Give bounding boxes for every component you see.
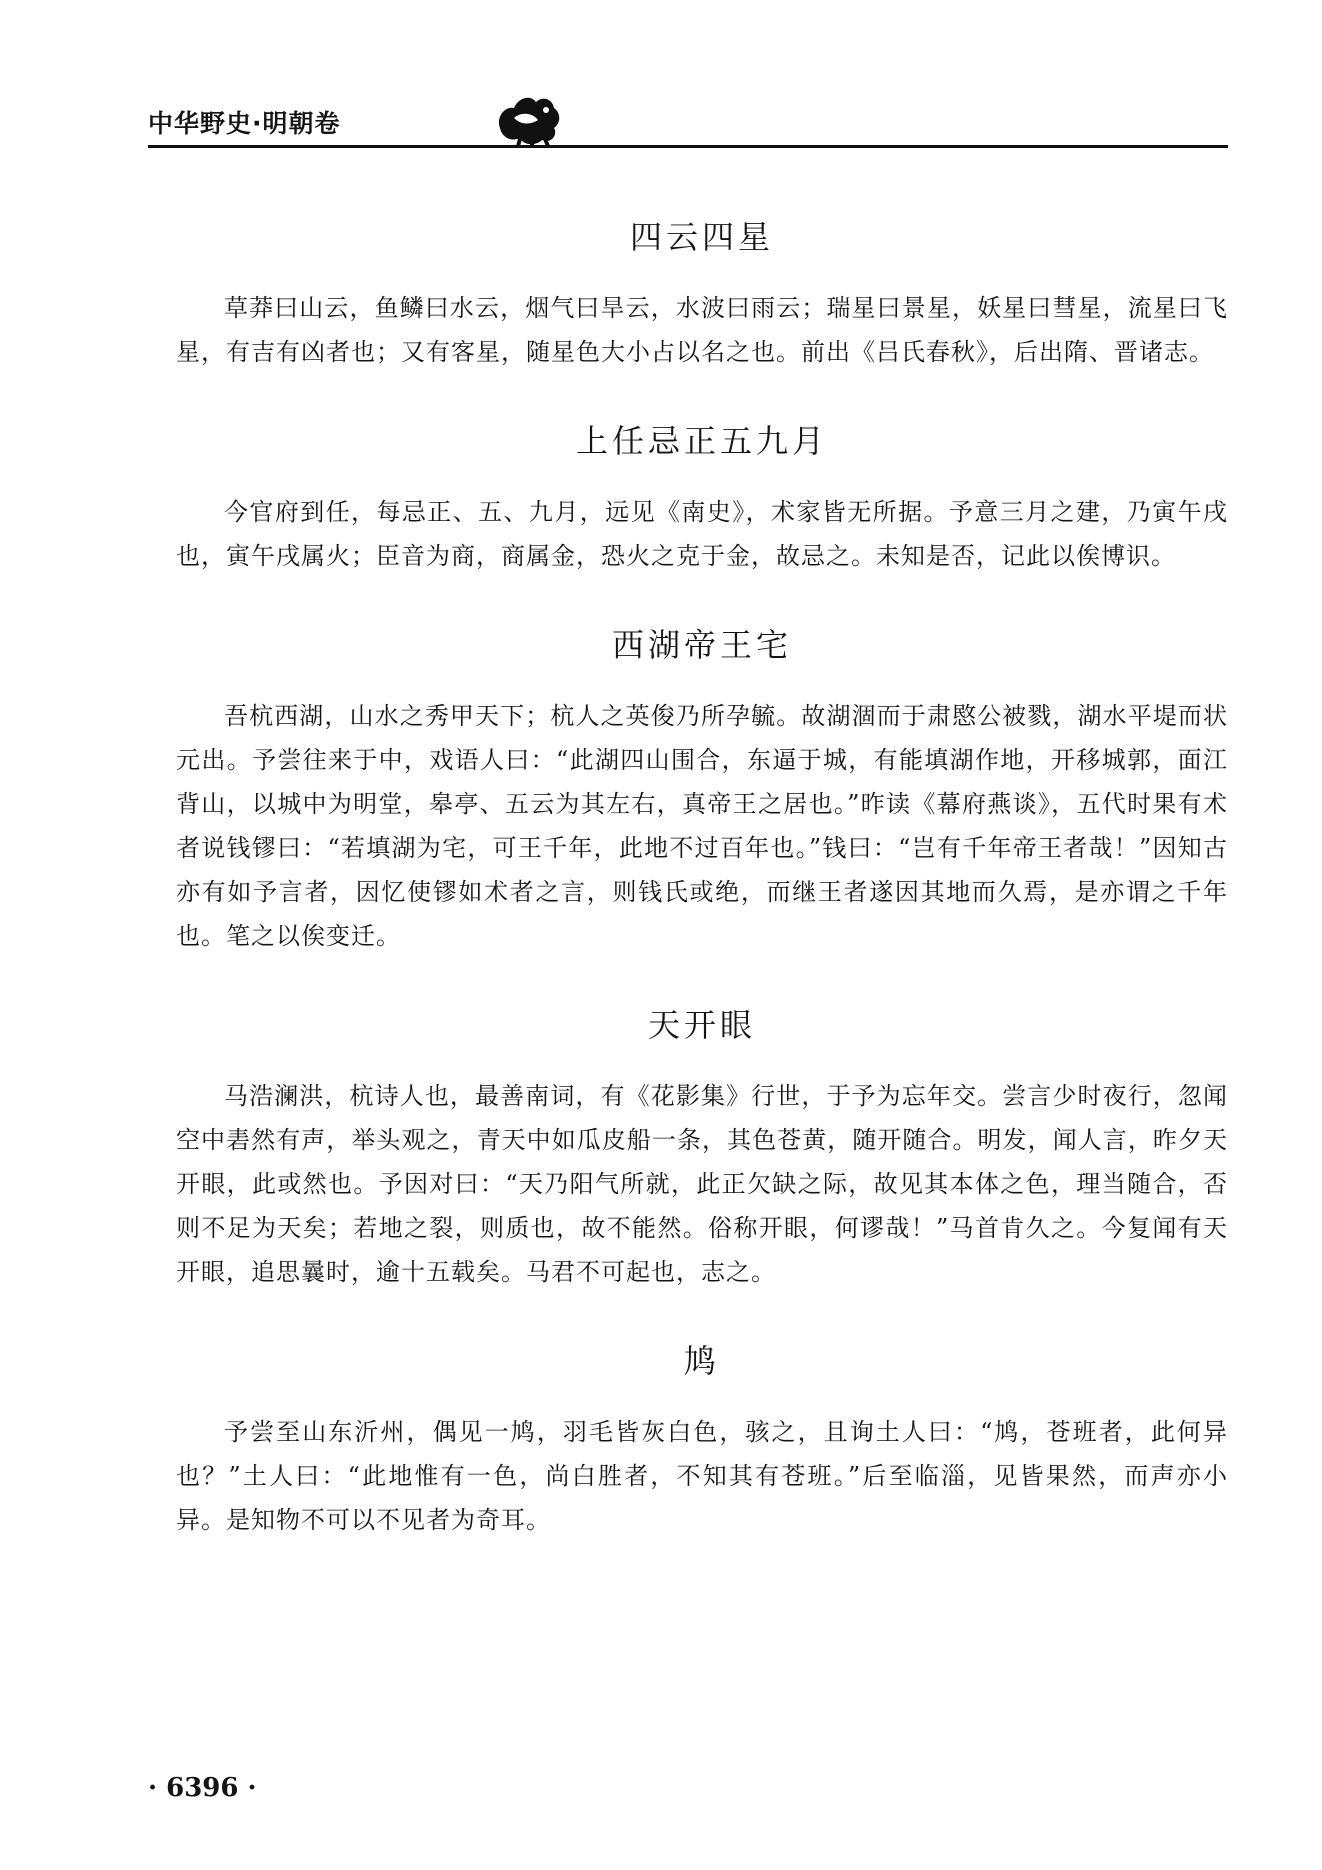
section-xihu-diwang-zhai: [176, 620, 1228, 958]
section-paragraph: 今官府到任，每忌正、五、九月，远见《南史》，术家皆无所据。予意三月之建，乃寅午戌也，寅午戌属火；臣音为商，商属金，恐火之克于金，故忌之。未知是否，记此以俟博识。: [176, 498, 1228, 570]
section-paragraph: 予尝至山东沂州，偶见一鸠，羽毛皆灰白色，骇之，且询土人曰：“鸠，苍班者，此何异也？”土人曰：“此地惟有一色，尚白胜者，不知其有苍班。”后至临淄，见皆果然，而声亦小异。是知物不可以不见者为奇耳。: [176, 1418, 1228, 1534]
section-title: 上任忌正五九月: [575, 422, 828, 460]
section-si-yun-si-xing: [176, 212, 1228, 374]
section-paragraph: 马浩澜洪，杭诗人也，最善南词，有《花影集》行世，于予为忘年交。尝言少时夜行，忽闻空中砉然有声，举头观之，青天中如瓜皮船一条，其色苍黄，随开随合。明发，闻人言，昨夕天开眼，此或然也。予因对曰：“天乃阳气所就，此正欠缺之际，故见其本体之色，理当随合，否则不足为天矣；若地之裂，则质也，故不能然。俗称开眼，何谬哉！”马首肯久之。今复闻有天开眼，追思曩时，逾十五载矣。马君不可起也，志之。: [176, 1082, 1228, 1286]
section-title: 西湖帝王宅: [611, 626, 792, 664]
section-shang-ren-ji: [176, 416, 1228, 578]
running-head: 中华野史·明朝卷: [148, 109, 341, 138]
dragon-icon: [492, 88, 564, 150]
page-number: · 6396 ·: [148, 1773, 257, 1803]
section-paragraph: 吾杭西湖，山水之秀甲天下；杭人之英俊乃所孕毓。故湖涸而于肃愍公被戮，湖水平堤而状元出。予尝往来于中，戏语人曰：“此湖四山围合，东逼于城，有能填湖作地，开移城郭，面江背山，以城中为明堂，皋亭、五云为其左右，真帝王之居也。”昨读《幕府燕谈》，五代时果有术者说钱镠曰：“若填湖为宅，可王千年，此地不过百年也。”钱曰：“岂有千年帝王者哉！”因知古亦有如予言者，因忆使镠如术者之言，则钱氏或绝，而继王者遂因其地而久焉，是亦谓之千年也。笔之以俟变迁。: [176, 702, 1228, 950]
section-title: 天开眼: [647, 1006, 756, 1044]
section-jiu: [176, 1336, 1228, 1542]
header-rule: [148, 145, 1228, 148]
main-content: [176, 212, 1228, 1584]
section-title: 鸠: [683, 1342, 720, 1380]
section-title: 四云四星: [629, 218, 774, 256]
section-tian-kai-yan: [176, 1000, 1228, 1294]
section-paragraph: 草莽曰山云，鱼鳞曰水云，烟气曰旱云，水波曰雨云；瑞星曰景星，妖星曰彗星，流星曰飞星，有吉有凶者也；又有客星，随星色大小占以名之也。前出《吕氏春秋》，后出隋、晋诸志。: [176, 294, 1228, 366]
